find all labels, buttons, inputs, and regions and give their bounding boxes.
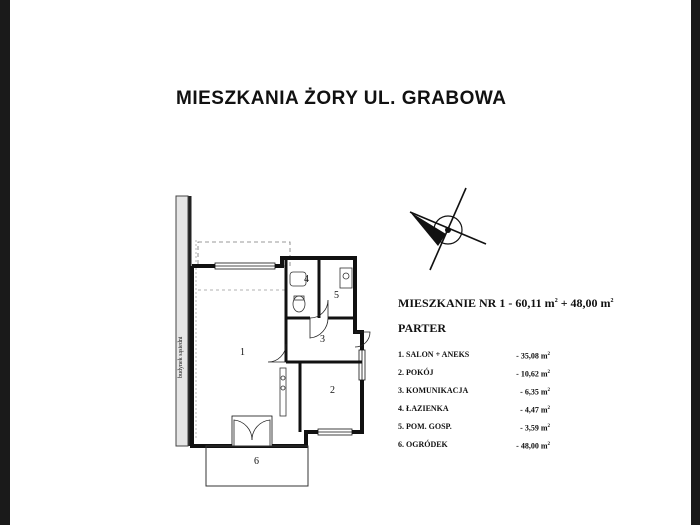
room-list: [398, 350, 614, 458]
kitchen-counter: [280, 368, 286, 416]
room-row: 4. ŁAZIENKA - 4,47 $m^2$: [398, 404, 550, 415]
room-row: 5. POM. GOSP. - 3,59 $m^2$: [398, 422, 550, 433]
floor-label: PARTER: [398, 321, 447, 335]
apartment-info: [398, 296, 614, 458]
room-label-5: 5: [334, 290, 339, 301]
bathroom-fixtures: [290, 268, 352, 312]
room-row: 6. OGRÓDEK - 48,00 $m^2$: [398, 440, 550, 451]
neighbour-building-label: budynek sąsiedni: [178, 336, 184, 378]
plan-sheet: [10, 0, 691, 525]
windows: [215, 263, 365, 435]
room-label-4: 4: [304, 274, 309, 285]
room-label-1: 1: [240, 347, 245, 358]
north-arrow-icon: [410, 188, 486, 270]
room-label-3: 3: [320, 334, 325, 345]
room-label-6: 6: [254, 456, 259, 467]
room-row: 3. KOMUNIKACJA - 6,35 $m^2$: [398, 386, 550, 397]
apartment-heading: MIESZKANIE NR 1 - 60,11 $m^2 + 48,00$ $m^2$: [398, 296, 614, 310]
room-label-2: 2: [330, 385, 335, 396]
page-title: MIESZKANIA ŻORY UL. GRABOWA: [176, 88, 507, 109]
room-row: 2. POKÓJ - 10,62 $m^2$: [398, 368, 550, 379]
terrace-outline: [198, 242, 290, 266]
interior-walls: [286, 258, 362, 432]
room-row: 1. SALON + ANEKS - 35,08 $m^2$: [398, 350, 550, 361]
outer-walls: [192, 258, 362, 446]
